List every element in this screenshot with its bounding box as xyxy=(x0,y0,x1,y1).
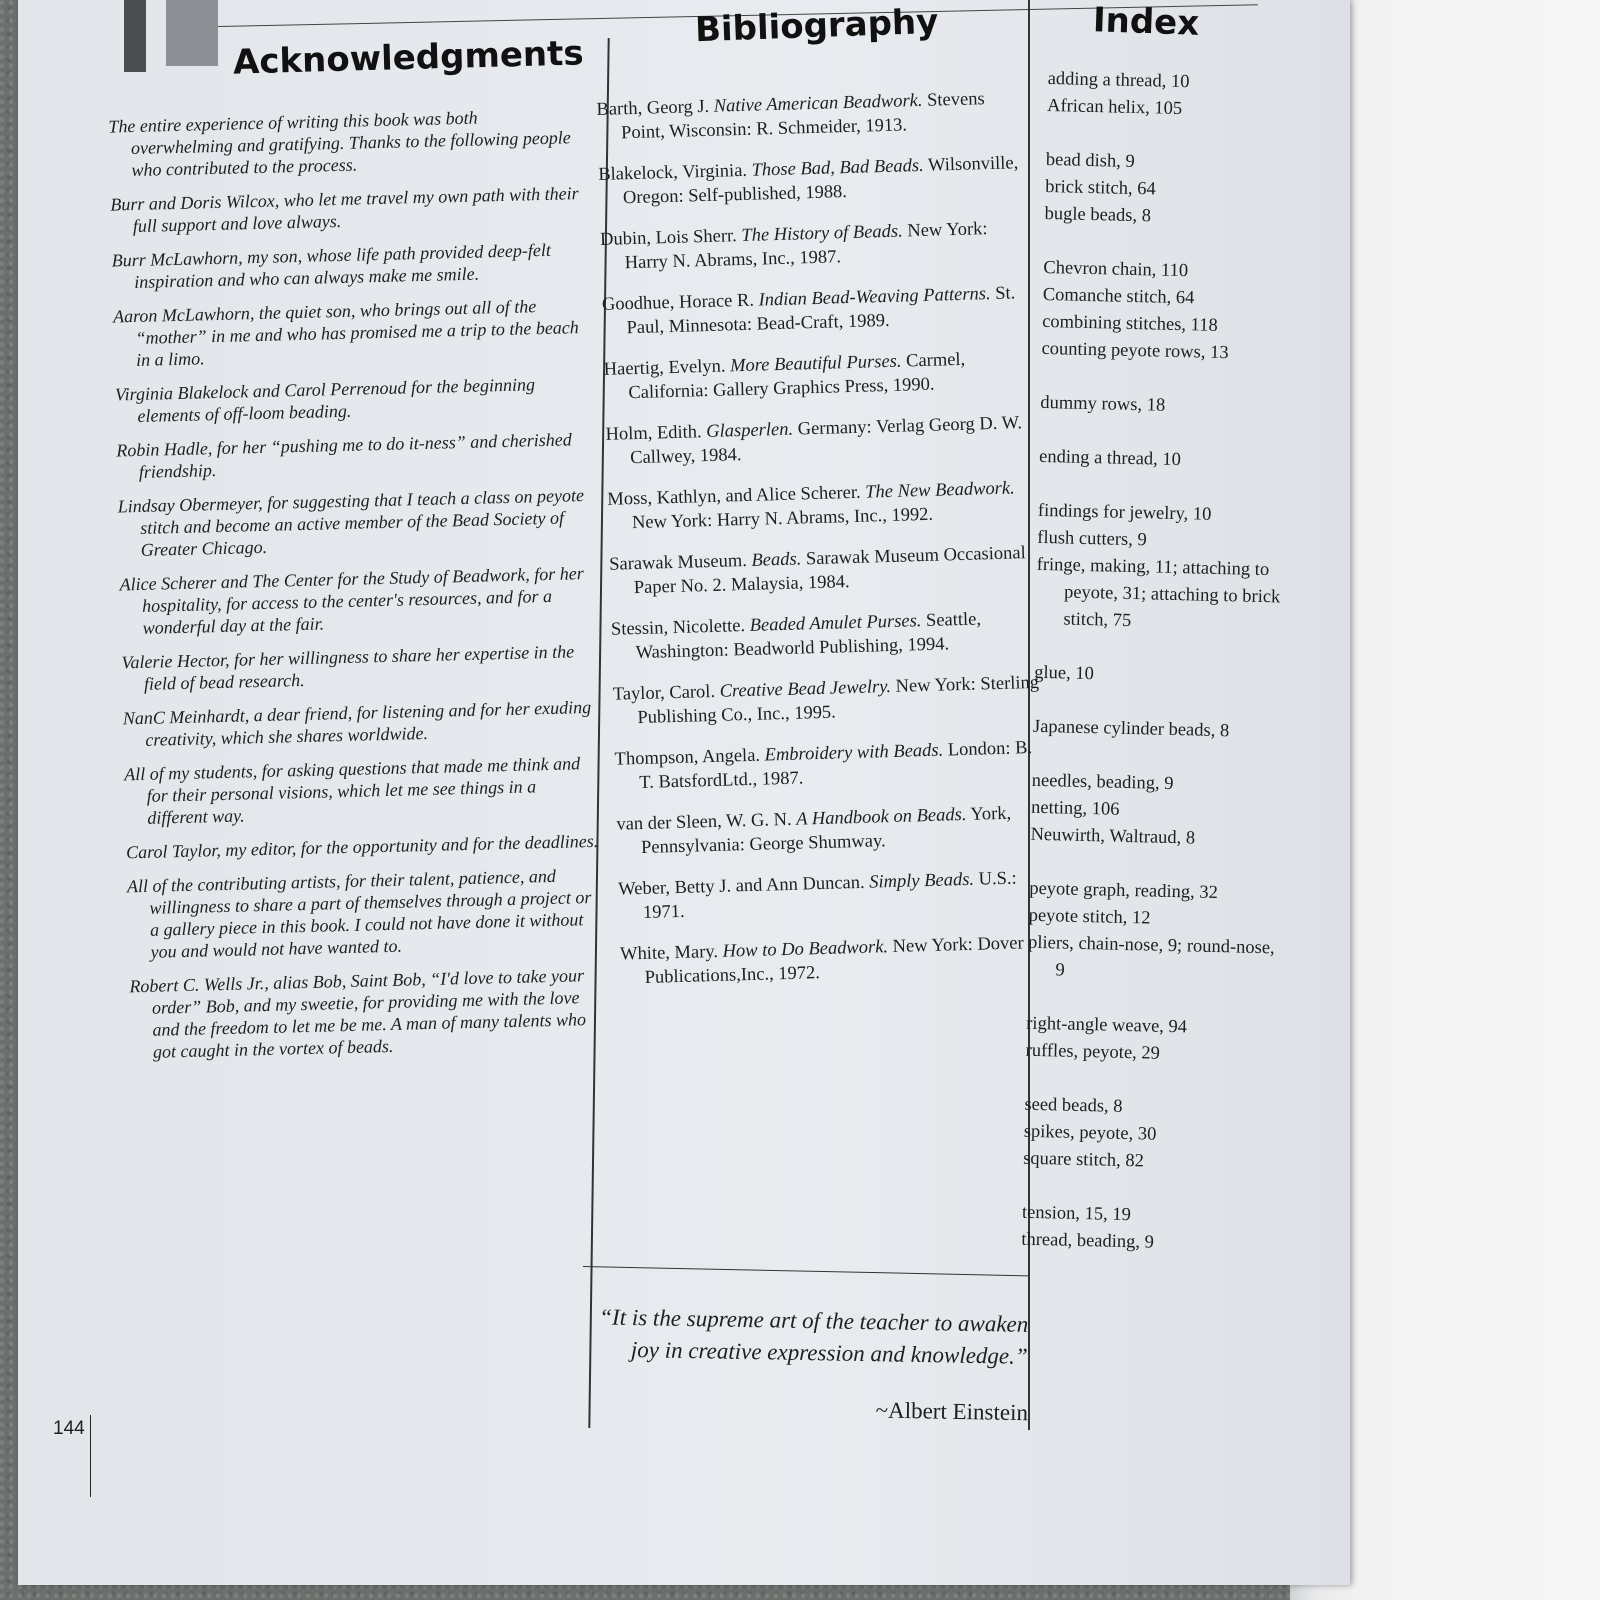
index-entry: dummy rows, 18 xyxy=(1040,392,1166,416)
index-entry: counting peyote rows, 13 xyxy=(1041,338,1229,364)
index-entry: right-angle weave, 94 xyxy=(1026,1013,1188,1038)
bibliography-entry xyxy=(603,346,1034,406)
bibliography-entry xyxy=(614,736,1045,796)
acknowledgment-paragraph: Robert C. Wells Jr., alias Bob, Saint Bob, “I'd love to take your order” Bob, and my sweetie, for providing me with the love and the freedom to let me be me. A man of many talents who got caught in the vortex of beads. xyxy=(129,965,587,1062)
bib-publication: Wilsonville, Oregon: Self-published, 1988. xyxy=(622,153,1019,209)
bib-author: Moss, Kathlyn, and Alice Scherer. xyxy=(607,482,861,510)
index-group xyxy=(1039,444,1290,477)
bib-title: Creative Bead Jewelry. xyxy=(719,677,892,702)
index-entry: tension, 15, 19 xyxy=(1021,1202,1132,1226)
index-entry: needles, beading, 9 xyxy=(1031,770,1174,795)
bib-title: Native American Beadwork. xyxy=(713,90,923,117)
bib-author: Sarawak Museum. xyxy=(608,550,748,575)
acknowledgment-paragraph: Valerie Hector, for her willingness to share her expertise in the field of bead research. xyxy=(121,641,575,694)
bibliography-entry xyxy=(618,866,1049,926)
bib-publication: London: B. T. BatsfordLtd., 1987. xyxy=(639,738,1033,794)
acknowledgments-text xyxy=(108,104,606,1075)
index-entry: African helix, 105 xyxy=(1046,95,1183,120)
bib-publication: New York: Harry N. Abrams, Inc., 1992. xyxy=(631,504,934,534)
bib-publication: New York: Sterling Publishing Co., Inc., 1995. xyxy=(637,672,1040,729)
index-entry: flush cutters, 9 xyxy=(1037,527,1147,551)
page-number: 144 xyxy=(53,1418,85,1439)
index-entry: combining stitches, 118 xyxy=(1041,311,1218,336)
bib-author: Goodhue, Horace R. xyxy=(601,290,755,315)
index-group xyxy=(1047,66,1298,126)
bib-publication: New York: Harry N. Abrams, Inc., 1987. xyxy=(624,219,988,274)
acknowledgment-paragraph: All of my students, for asking questions that made me think and for their personal visions, which let me see things in a different way. xyxy=(123,753,581,828)
acknowledgment-paragraph: Burr and Doris Wilcox, who let me travel my own path with their full support and love always. xyxy=(110,183,579,237)
index-group xyxy=(1025,1011,1276,1071)
bib-author: Thompson, Angela. xyxy=(614,745,761,770)
index-entry: thread, beading, 9 xyxy=(1021,1229,1155,1253)
bib-title: The History of Beads. xyxy=(741,221,903,247)
acknowledgment-paragraph: Virginia Blakelock and Carol Perrenoud for the beginning elements of off-loom beading. xyxy=(114,374,536,426)
bib-title: Beaded Amulet Purses. xyxy=(749,611,922,636)
quote-author: ~Albert Einstein xyxy=(875,1397,1029,1426)
index-group xyxy=(1023,1092,1275,1179)
index-entry: Chevron chain, 110 xyxy=(1043,257,1189,282)
index-entry: peyote graph, reading, 32 xyxy=(1029,878,1219,904)
bibliography-entry xyxy=(611,606,1042,666)
index-entry: glue, 10 xyxy=(1034,662,1095,685)
bibliography-entry xyxy=(607,476,1038,536)
index-list xyxy=(1020,66,1298,1286)
bibliography-entry xyxy=(598,151,1029,211)
acknowledgment-paragraph: Alice Scherer and The Center for the Study of Beadwork, for her hospitality, for access to the center's resources, and for a wonderful day at the fair. xyxy=(119,563,584,638)
acknowledgment-paragraph: Lindsay Obermeyer, for suggesting that I teach a class on peyote stitch and become an active member of the Bead Society of Greater Chicago. xyxy=(117,485,585,560)
bib-title: Simply Beads. xyxy=(868,869,975,893)
index-entry: Comanche stitch, 64 xyxy=(1042,284,1195,309)
acknowledgment-paragraph: The entire experience of writing this book was both overwhelming and gratifying. Thanks to the following people who contributed to the process. xyxy=(108,107,572,181)
bib-author: Holm, Edith. xyxy=(605,422,702,445)
bib-title: A Handbook on Beads. xyxy=(795,804,967,830)
einstein-quote: “It is the supreme art of the teacher to awaken joy in creative expression and knowledge.” xyxy=(599,1304,1029,1369)
index-entry: bead dish, 9 xyxy=(1045,149,1135,172)
bibliography-entry xyxy=(613,671,1044,731)
page-number-rule xyxy=(90,1415,91,1497)
book-page xyxy=(18,0,1350,1585)
bib-title: The New Beadwork. xyxy=(864,478,1015,503)
index-group xyxy=(1041,255,1293,369)
bibliography-entry xyxy=(620,931,1051,991)
index-group xyxy=(1027,876,1279,990)
bib-author: Haertig, Evelyn. xyxy=(603,356,726,380)
bib-author: Stessin, Nicolette. xyxy=(610,616,746,640)
acknowledgment-paragraph: Carol Taylor, my editor, for the opportunity and for the deadlines. xyxy=(125,830,599,863)
bib-title: Glasperlen. xyxy=(705,419,794,443)
acknowledgment-paragraph: Burr McLawhorn, my son, whose life path provided deep-felt inspiration and who can always make me smile. xyxy=(111,239,552,293)
bib-publication: Sarawak Museum Occasional Paper No. 2. Malaysia, 1984. xyxy=(633,543,1027,599)
index-group xyxy=(1040,390,1291,423)
bib-publication: York, Pennsylvania: George Shumway. xyxy=(640,803,1012,859)
bib-author: Blakelock, Virginia. xyxy=(598,160,748,185)
index-entry: ending a thread, 10 xyxy=(1038,446,1182,471)
index-entry: Japanese cylinder beads, 8 xyxy=(1032,716,1230,742)
index-entry: netting, 106 xyxy=(1030,797,1120,820)
bib-title: Those Bad, Bad Beads. xyxy=(751,155,924,181)
acknowledgment-paragraph: Robin Hadle, for her “pushing me to do it-ness” and cherished friendship. xyxy=(116,429,572,482)
index-group xyxy=(1033,714,1284,747)
bibliography-entry xyxy=(600,216,1031,276)
bibliography-entry xyxy=(605,411,1036,471)
bib-publication: U.S.: 1971. xyxy=(642,868,1017,924)
index-entry: Neuwirth, Waltraud, 8 xyxy=(1030,824,1196,849)
bib-title: More Beautiful Purses. xyxy=(729,351,902,377)
index-entry: brick stitch, 64 xyxy=(1045,176,1156,200)
bibliography-entry xyxy=(596,86,1027,146)
acknowledgment-paragraph: All of the contributing artists, for their talent, patience, and willingness to share a part of themselves through a project or a gallery piece in this book. I could not have done it without you and would not have wanted to. xyxy=(126,865,592,962)
index-entry: adding a thread, 10 xyxy=(1047,68,1190,93)
bib-author: Barth, Georg J. xyxy=(596,96,710,120)
bib-title: How to Do Beadwork. xyxy=(722,937,889,962)
bib-author: van der Sleen, W. G. N. xyxy=(616,809,792,835)
index-group xyxy=(1034,660,1285,693)
bib-publication: Seattle, Washington: Beadworld Publishing, 1994. xyxy=(635,609,982,664)
bib-publication: Carmel, California: Gallery Graphics Press, 1990. xyxy=(628,349,966,404)
bib-author: Dubin, Lois Sherr. xyxy=(599,226,738,250)
index-heading: Index xyxy=(1092,0,1200,44)
bib-publication: Germany: Verlag Georg D. W. Callwey, 1984. xyxy=(629,413,1023,469)
gray-tab-mark xyxy=(166,0,218,66)
acknowledgments-heading: Acknowledgments xyxy=(232,33,585,83)
index-entry: seed beads, 8 xyxy=(1024,1094,1123,1117)
dark-tab-mark xyxy=(124,0,146,72)
index-group xyxy=(1035,498,1288,639)
index-entry: ruffles, peyote, 29 xyxy=(1025,1040,1161,1064)
bib-publication: Stevens Point, Wisconsin: R. Schmeider, 1913. xyxy=(620,89,985,144)
index-entry: spikes, peyote, 30 xyxy=(1023,1121,1157,1145)
bibliography-entry xyxy=(602,281,1033,341)
bibliography-entry xyxy=(616,801,1047,861)
index-group xyxy=(1030,768,1282,855)
bibliography-heading: Bibliography xyxy=(694,1,939,51)
index-group xyxy=(1044,147,1296,234)
bib-title: Beads. xyxy=(751,549,802,571)
index-entry: pliers, chain-nose, 9; round-nose, 9 xyxy=(1027,932,1275,981)
index-entry: bugle beads, 8 xyxy=(1044,203,1152,227)
bib-publication: New York: Dover Publications,Inc., 1972. xyxy=(644,933,1024,988)
quote-rule xyxy=(583,1266,1028,1276)
index-entry: fringe, making, 11; attaching to peyote, 31; attaching to brick stitch, 75 xyxy=(1036,554,1281,632)
index-entry: findings for jewelry, 10 xyxy=(1037,500,1212,525)
index-entry: peyote stitch, 12 xyxy=(1028,905,1151,929)
acknowledgment-paragraph: NanC Meinhardt, a dear friend, for listening and for her exuding creativity, which she shares worldwide. xyxy=(122,696,592,750)
bib-title: Indian Bead-Weaving Patterns. xyxy=(758,284,991,311)
acknowledgment-paragraph: Aaron McLawhorn, the quiet son, who brings out all of the “mother” in me and who has promised me a trip to the beach in a limo. xyxy=(112,296,580,370)
bib-author: Weber, Betty J. and Ann Duncan. xyxy=(618,872,865,900)
bibliography-entry xyxy=(609,541,1040,601)
index-entry: square stitch, 82 xyxy=(1022,1148,1145,1172)
bibliography-list xyxy=(596,86,1051,1008)
bib-author: Taylor, Carol. xyxy=(612,681,716,705)
bib-title: Embroidery with Beads. xyxy=(764,740,944,766)
bib-publication: St. Paul, Minnesota: Bead-Craft, 1989. xyxy=(626,283,1016,339)
index-group xyxy=(1021,1200,1272,1260)
bib-author: White, Mary. xyxy=(619,941,719,965)
